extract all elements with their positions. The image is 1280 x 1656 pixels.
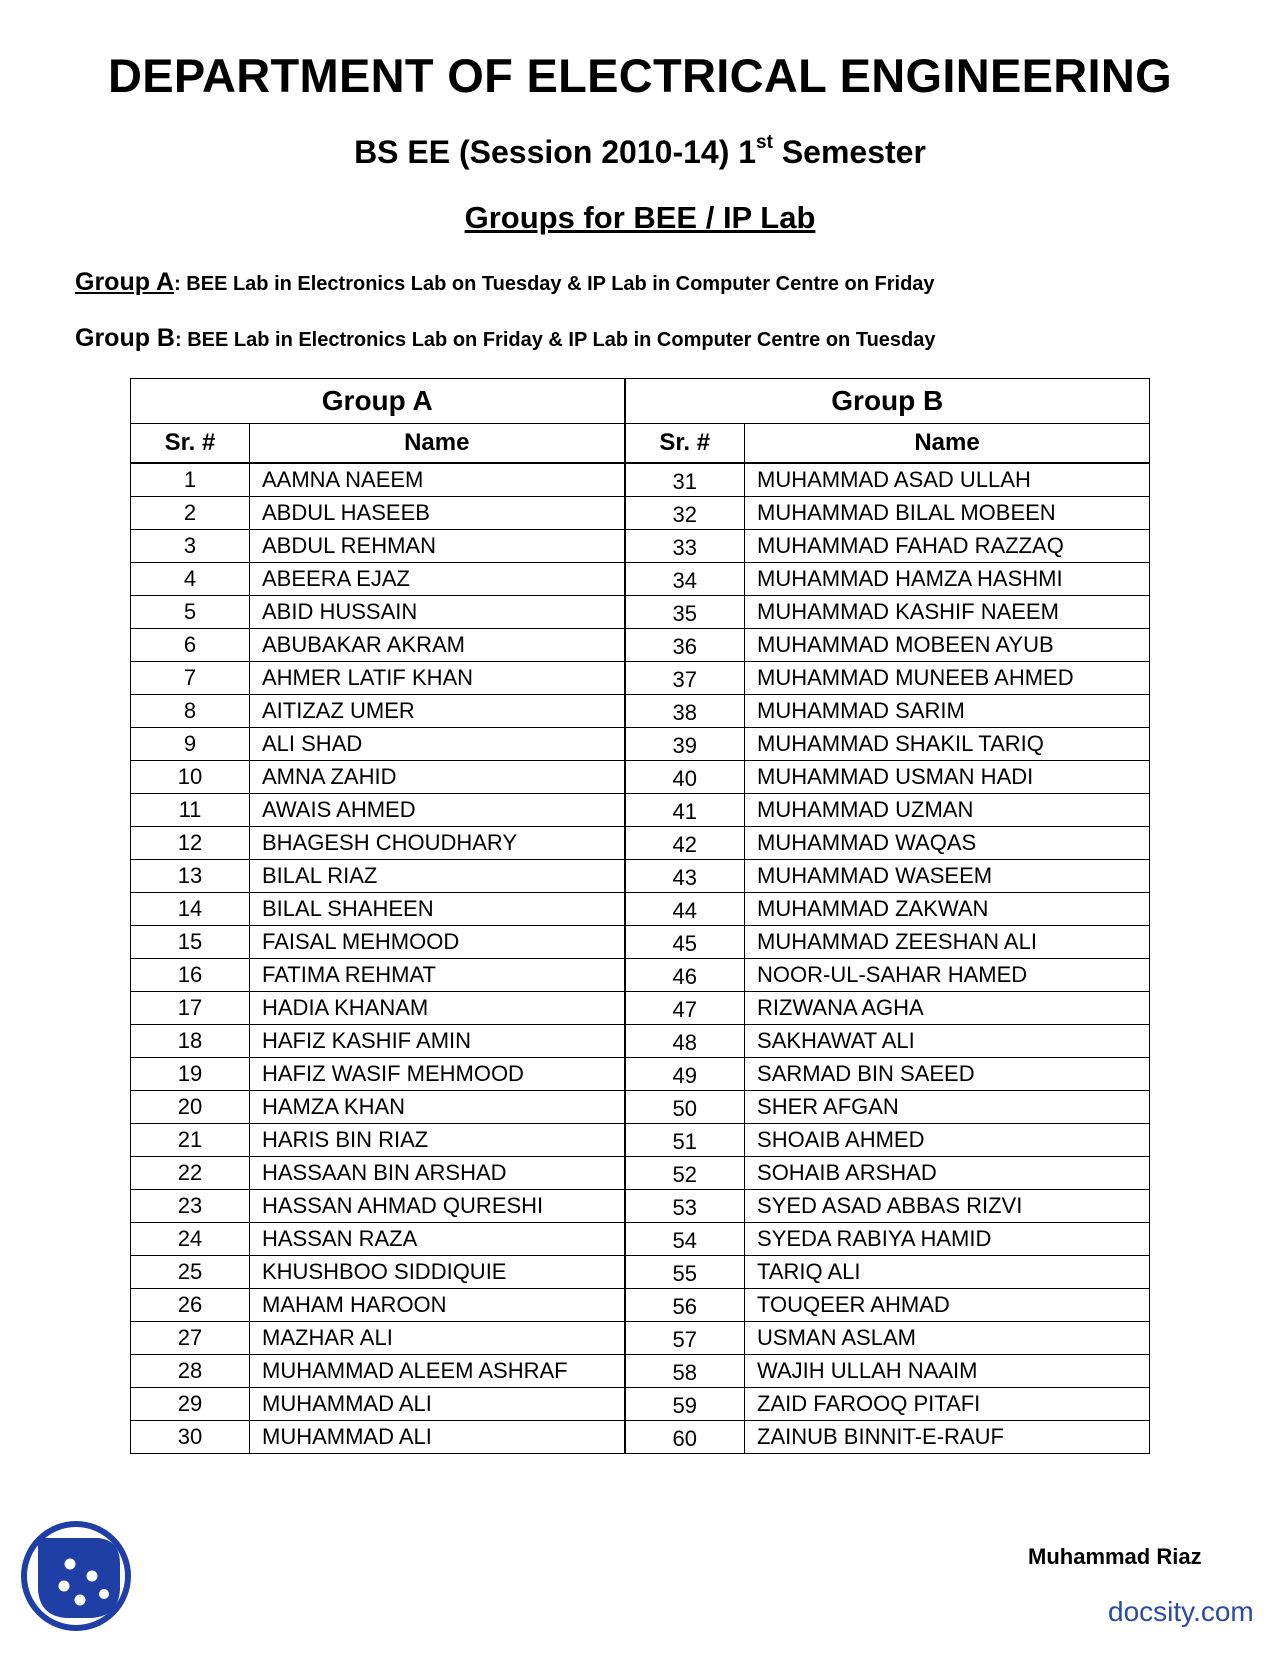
table-row: [131, 926, 1150, 959]
group-a-sr-cell: 13: [131, 860, 250, 893]
table-row: [131, 530, 1150, 563]
group-a-sr-cell: 15: [131, 926, 250, 959]
group-b-name-cell: ZAID FAROOQ PITAFI: [745, 1388, 1150, 1421]
group-a-sr-cell: 8: [131, 695, 250, 728]
group-a-label: Group A: [75, 268, 175, 296]
group-a-sr-cell: 28: [131, 1355, 250, 1388]
group-a-sr-cell: 2: [131, 497, 250, 530]
group-a-name-cell: AITIZAZ UMER: [250, 695, 625, 728]
table-row: [131, 1124, 1150, 1157]
group-b-name-cell: MUHAMMAD WAQAS: [745, 827, 1150, 860]
table-row: [131, 860, 1150, 893]
docsity-logo-icon: [20, 1520, 132, 1632]
group-a-sr-cell: 27: [131, 1322, 250, 1355]
group-b-sr-cell: 52: [625, 1157, 745, 1190]
group-a-name-cell: MAZHAR ALI: [250, 1322, 625, 1355]
group-b-sr-cell: 43: [625, 860, 745, 893]
group-b-sr-cell: 39: [625, 728, 745, 761]
group-b-schedule: [75, 324, 936, 353]
group-b-header: Group B: [625, 379, 1150, 424]
table-row: [131, 695, 1150, 728]
group-b-sr-cell: 33: [625, 530, 745, 563]
group-b-label: Group B: [75, 324, 175, 352]
group-b-sr-cell: 38: [625, 695, 745, 728]
table-row: [131, 728, 1150, 761]
group-a-sr-cell: 7: [131, 662, 250, 695]
group-a-name-cell: MUHAMMAD ALEEM ASHRAF: [250, 1355, 625, 1388]
table-row: [131, 1223, 1150, 1256]
table-row: [131, 1355, 1150, 1388]
group-b-sr-cell: 55: [625, 1256, 745, 1289]
table-row: [131, 1322, 1150, 1355]
table-row: [131, 959, 1150, 992]
group-b-sr-cell: 36: [625, 629, 745, 662]
group-b-sr-cell: 34: [625, 563, 745, 596]
group-a-name-cell: HAMZA KHAN: [250, 1091, 625, 1124]
group-a-name-cell: BILAL SHAHEEN: [250, 893, 625, 926]
group-b-name-cell: SHOAIB AHMED: [745, 1124, 1150, 1157]
group-b-sr-cell: 58: [625, 1355, 745, 1388]
table-row: [131, 1256, 1150, 1289]
group-a-name-cell: ABDUL HASEEB: [250, 497, 625, 530]
group-b-sr-cell: 47: [625, 992, 745, 1025]
group-a-sr-cell: 3: [131, 530, 250, 563]
group-b-sr-cell: 57: [625, 1322, 745, 1355]
group-b-sr-cell: 53: [625, 1190, 745, 1223]
table-row: [131, 1388, 1150, 1421]
group-b-sr-cell: 46: [625, 959, 745, 992]
group-a-name-cell: ABID HUSSAIN: [250, 596, 625, 629]
table-row: [131, 761, 1150, 794]
group-b-sr-cell: 49: [625, 1058, 745, 1091]
group-a-name-cell: MUHAMMAD ALI: [250, 1421, 625, 1454]
group-b-name-cell: MUHAMMAD SARIM: [745, 695, 1150, 728]
table-row: [131, 596, 1150, 629]
group-a-name-header: Name: [250, 424, 625, 464]
table-row: [131, 463, 1150, 497]
group-b-sr-cell: 56: [625, 1289, 745, 1322]
group-a-name-cell: ABUBAKAR AKRAM: [250, 629, 625, 662]
group-a-schedule: [75, 268, 935, 297]
group-roster-table: [130, 378, 1150, 1454]
group-a-sr-cell: 5: [131, 596, 250, 629]
table-row: [131, 1157, 1150, 1190]
group-b-name-cell: ZAINUB BINNIT-E-RAUF: [745, 1421, 1150, 1454]
table-row: [131, 563, 1150, 596]
group-b-name-cell: TOUQEER AHMAD: [745, 1289, 1150, 1322]
group-a-sr-cell: 1: [131, 463, 250, 497]
group-b-name-header: Name: [745, 424, 1150, 464]
table-row: [131, 992, 1150, 1025]
group-b-sr-cell: 42: [625, 827, 745, 860]
group-a-name-cell: KHUSHBOO SIDDIQUIE: [250, 1256, 625, 1289]
group-a-name-cell: FAISAL MEHMOOD: [250, 926, 625, 959]
group-b-name-cell: MUHAMMAD KASHIF NAEEM: [745, 596, 1150, 629]
group-b-name-cell: SHER AFGAN: [745, 1091, 1150, 1124]
group-a-sr-cell: 16: [131, 959, 250, 992]
group-a-name-cell: FATIMA REHMAT: [250, 959, 625, 992]
group-b-sr-header: Sr. #: [625, 424, 745, 464]
group-b-name-cell: MUHAMMAD USMAN HADI: [745, 761, 1150, 794]
group-a-sr-cell: 19: [131, 1058, 250, 1091]
group-b-name-cell: SYEDA RABIYA HAMID: [745, 1223, 1150, 1256]
group-b-name-cell: MUHAMMAD ZEESHAN ALI: [745, 926, 1150, 959]
group-a-name-cell: BHAGESH CHOUDHARY: [250, 827, 625, 860]
group-a-sr-cell: 4: [131, 563, 250, 596]
group-b-name-cell: MUHAMMAD UZMAN: [745, 794, 1150, 827]
column-header-row: [131, 424, 1150, 464]
group-a-sr-cell: 20: [131, 1091, 250, 1124]
group-b-name-cell: SARMAD BIN SAEED: [745, 1058, 1150, 1091]
group-a-sr-cell: 26: [131, 1289, 250, 1322]
table-row: [131, 893, 1150, 926]
group-b-sr-cell: 51: [625, 1124, 745, 1157]
group-b-sr-cell: 50: [625, 1091, 745, 1124]
group-a-sr-cell: 17: [131, 992, 250, 1025]
group-a-name-cell: HADIA KHANAM: [250, 992, 625, 1025]
group-a-name-cell: HASSAAN BIN ARSHAD: [250, 1157, 625, 1190]
group-a-name-cell: HAFIZ WASIF MEHMOOD: [250, 1058, 625, 1091]
group-a-sr-header: Sr. #: [131, 424, 250, 464]
table-row: [131, 1289, 1150, 1322]
group-title-row: [131, 379, 1150, 424]
group-a-sr-cell: 18: [131, 1025, 250, 1058]
group-a-description: : BEE Lab in Electronics Lab on Tuesday & IP Lab in Computer Centre on Friday: [174, 273, 935, 295]
group-b-name-cell: SOHAIB ARSHAD: [745, 1157, 1150, 1190]
group-b-name-cell: MUHAMMAD WASEEM: [745, 860, 1150, 893]
group-a-name-cell: AMNA ZAHID: [250, 761, 625, 794]
group-a-name-cell: ABDUL REHMAN: [250, 530, 625, 563]
table-row: [131, 1025, 1150, 1058]
group-a-sr-cell: 30: [131, 1421, 250, 1454]
group-a-name-cell: HARIS BIN RIAZ: [250, 1124, 625, 1157]
group-a-name-cell: ABEERA EJAZ: [250, 563, 625, 596]
group-b-name-cell: RIZWANA AGHA: [745, 992, 1150, 1025]
group-b-sr-cell: 44: [625, 893, 745, 926]
group-b-sr-cell: 48: [625, 1025, 745, 1058]
group-a-sr-cell: 22: [131, 1157, 250, 1190]
session-subtitle: [0, 134, 1280, 171]
group-b-name-cell: MUHAMMAD MUNEEB AHMED: [745, 662, 1150, 695]
group-b-sr-cell: 60: [625, 1421, 745, 1454]
group-a-name-cell: AAMNA NAEEM: [250, 463, 625, 497]
table-row: [131, 1058, 1150, 1091]
subtitle-prefix: BS EE (Session 2010-14) 1: [354, 134, 757, 170]
table-row: [131, 662, 1150, 695]
group-b-name-cell: MUHAMMAD HAMZA HASHMI: [745, 563, 1150, 596]
group-a-name-cell: AWAIS AHMED: [250, 794, 625, 827]
group-b-name-cell: MUHAMMAD ASAD ULLAH: [745, 463, 1150, 497]
group-a-sr-cell: 14: [131, 893, 250, 926]
group-a-name-cell: HASSAN AHMAD QURESHI: [250, 1190, 625, 1223]
group-b-name-cell: SAKHAWAT ALI: [745, 1025, 1150, 1058]
group-b-sr-cell: 54: [625, 1223, 745, 1256]
group-b-name-cell: MUHAMMAD ZAKWAN: [745, 893, 1150, 926]
group-b-name-cell: MUHAMMAD MOBEEN AYUB: [745, 629, 1150, 662]
group-b-sr-cell: 40: [625, 761, 745, 794]
document-title: DEPARTMENT OF ELECTRICAL ENGINEERING: [108, 49, 1172, 102]
roster-body: [131, 463, 1150, 1454]
group-b-sr-cell: 35: [625, 596, 745, 629]
table-row: [131, 1421, 1150, 1454]
group-b-sr-cell: 37: [625, 662, 745, 695]
group-b-sr-cell: 59: [625, 1388, 745, 1421]
group-a-sr-cell: 10: [131, 761, 250, 794]
group-b-name-cell: TARIQ ALI: [745, 1256, 1150, 1289]
group-a-header: Group A: [131, 379, 625, 424]
group-b-name-cell: USMAN ASLAM: [745, 1322, 1150, 1355]
group-a-sr-cell: 11: [131, 794, 250, 827]
group-b-name-cell: MUHAMMAD FAHAD RAZZAQ: [745, 530, 1150, 563]
table-row: [131, 794, 1150, 827]
subtitle-superscript: st: [756, 132, 773, 153]
group-a-sr-cell: 21: [131, 1124, 250, 1157]
table-row: [131, 827, 1150, 860]
group-a-sr-cell: 9: [131, 728, 250, 761]
table-row: [131, 1190, 1150, 1223]
group-a-name-cell: BILAL RIAZ: [250, 860, 625, 893]
group-a-name-cell: HAFIZ KASHIF AMIN: [250, 1025, 625, 1058]
group-b-description: : BEE Lab in Electronics Lab on Friday & IP Lab in Computer Centre on Tuesday: [175, 329, 936, 351]
docsity-watermark[interactable]: docsity.com: [1108, 1596, 1254, 1627]
group-b-name-cell: SYED ASAD ABBAS RIZVI: [745, 1190, 1150, 1223]
group-b-name-cell: NOOR-UL-SAHAR HAMED: [745, 959, 1150, 992]
group-a-name-cell: MUHAMMAD ALI: [250, 1388, 625, 1421]
group-b-name-cell: WAJIH ULLAH NAAIM: [745, 1355, 1150, 1388]
group-a-name-cell: AHMER LATIF KHAN: [250, 662, 625, 695]
group-b-sr-cell: 32: [625, 497, 745, 530]
subtitle-suffix: Semester: [772, 134, 926, 170]
group-a-sr-cell: 23: [131, 1190, 250, 1223]
group-a-sr-cell: 12: [131, 827, 250, 860]
table-row: [131, 1091, 1150, 1124]
group-a-sr-cell: 24: [131, 1223, 250, 1256]
groups-heading: Groups for BEE / IP Lab: [464, 200, 816, 235]
group-b-sr-cell: 31: [625, 463, 745, 497]
group-a-name-cell: ALI SHAD: [250, 728, 625, 761]
table-row: [131, 629, 1150, 662]
group-a-sr-cell: 29: [131, 1388, 250, 1421]
group-a-name-cell: HASSAN RAZA: [250, 1223, 625, 1256]
group-b-name-cell: MUHAMMAD SHAKIL TARIQ: [745, 728, 1150, 761]
group-b-sr-cell: 45: [625, 926, 745, 959]
group-b-sr-cell: 41: [625, 794, 745, 827]
author-name: Muhammad Riaz: [1028, 1544, 1202, 1569]
group-a-sr-cell: 6: [131, 629, 250, 662]
table-row: [131, 497, 1150, 530]
group-b-name-cell: MUHAMMAD BILAL MOBEEN: [745, 497, 1150, 530]
group-a-sr-cell: 25: [131, 1256, 250, 1289]
group-a-name-cell: MAHAM HAROON: [250, 1289, 625, 1322]
